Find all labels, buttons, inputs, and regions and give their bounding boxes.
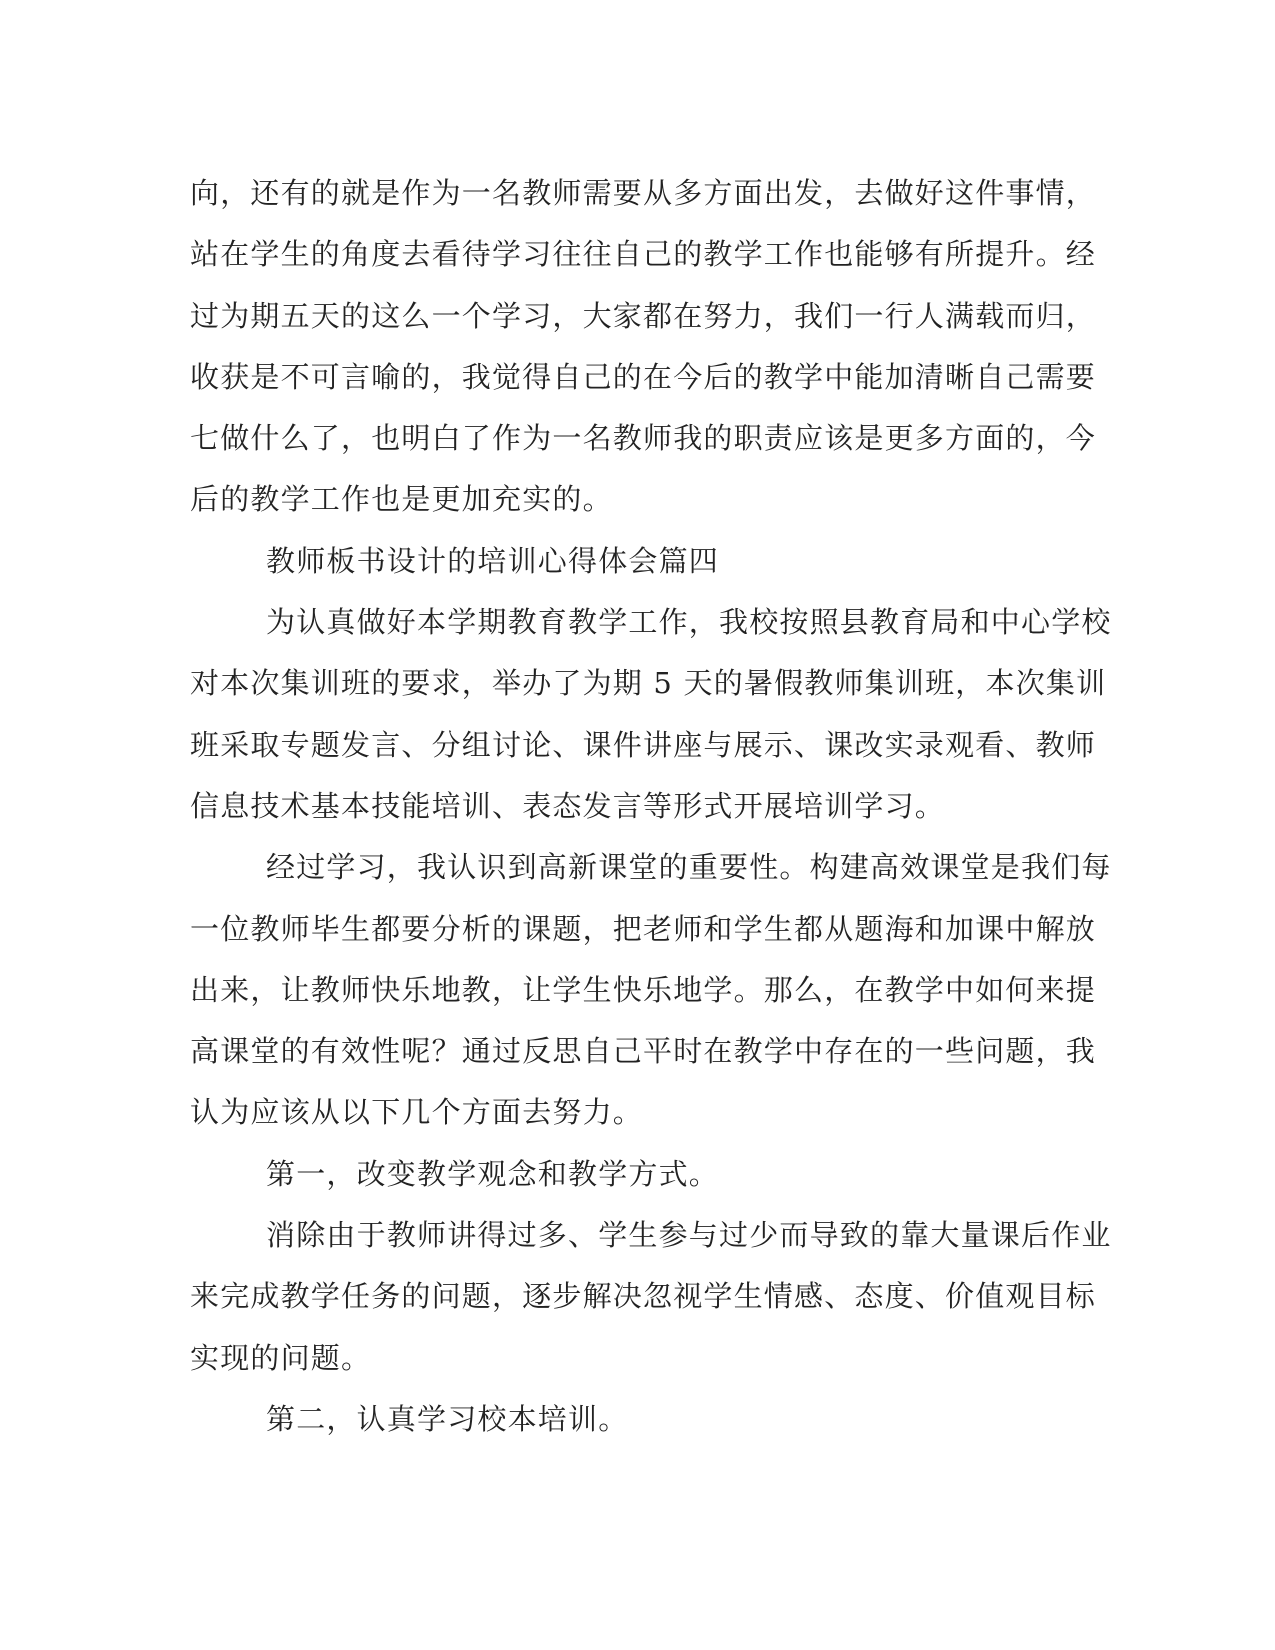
text-line: 后的教学工作也是更加充实的。 (190, 482, 613, 517)
text-line: 过为期五天的这么一个学习，大家都在努力，我们一行人满载而归， (190, 298, 1097, 333)
text-line: 经过学习，我认识到高新课堂的重要性。构建高效课堂是我们每 (266, 850, 1112, 885)
section-heading: 教师板书设计的培训心得体会篇四 (266, 543, 720, 578)
text-line: 消除由于教师讲得过多、学生参与过少而导致的靠大量课后作业 (266, 1218, 1112, 1253)
text-line: 第一，改变教学观念和教学方式。 (266, 1156, 720, 1191)
text-line: 收获是不可言喻的，我觉得自己的在今后的教学中能加清晰自己需要 (190, 359, 1097, 394)
document-body (190, 163, 1112, 1450)
text-line: 来完成教学任务的问题，逐步解决忽视学生情感、态度、价值观目标 (190, 1279, 1097, 1314)
text-line: 第二，认真学习校本培训。 (266, 1401, 629, 1436)
text-line: 信息技术基本技能培训、表态发言等形式开展培训学习。 (190, 788, 946, 823)
text-line: 出来，让教师快乐地教，让学生快乐地学。那么，在教学中如何来提 (190, 972, 1097, 1007)
text-line: 向，还有的就是作为一名教师需要从多方面出发，去做好这件事情， (190, 176, 1097, 210)
text-line: 实现的问题。 (190, 1340, 372, 1375)
text-line: 为认真做好本学期教育教学工作，我校按照县教育局和中心学校 (266, 605, 1112, 640)
text-line: 七做什么了，也明白了作为一名教师我的职责应该是更多方面的，今 (190, 421, 1097, 456)
text-line: 认为应该从以下几个方面去努力。 (190, 1095, 644, 1130)
text-line: 班采取专题发言、分组讨论、课件讲座与展示、课改实录观看、教师 (190, 727, 1097, 762)
text-line: 一位教师毕生都要分析的课题，把老师和学生都从题海和加课中解放 (190, 911, 1097, 946)
text-line: 对本次集训班的要求，举办了为期 5 天的暑假教师集训班，本次集训 (190, 666, 1107, 701)
text-line: 高课堂的有效性呢？通过反思自己平时在教学中存在的一些问题，我 (190, 1034, 1097, 1069)
text-line: 站在学生的角度去看待学习往往自己的教学工作也能够有所提升。经 (190, 237, 1097, 272)
